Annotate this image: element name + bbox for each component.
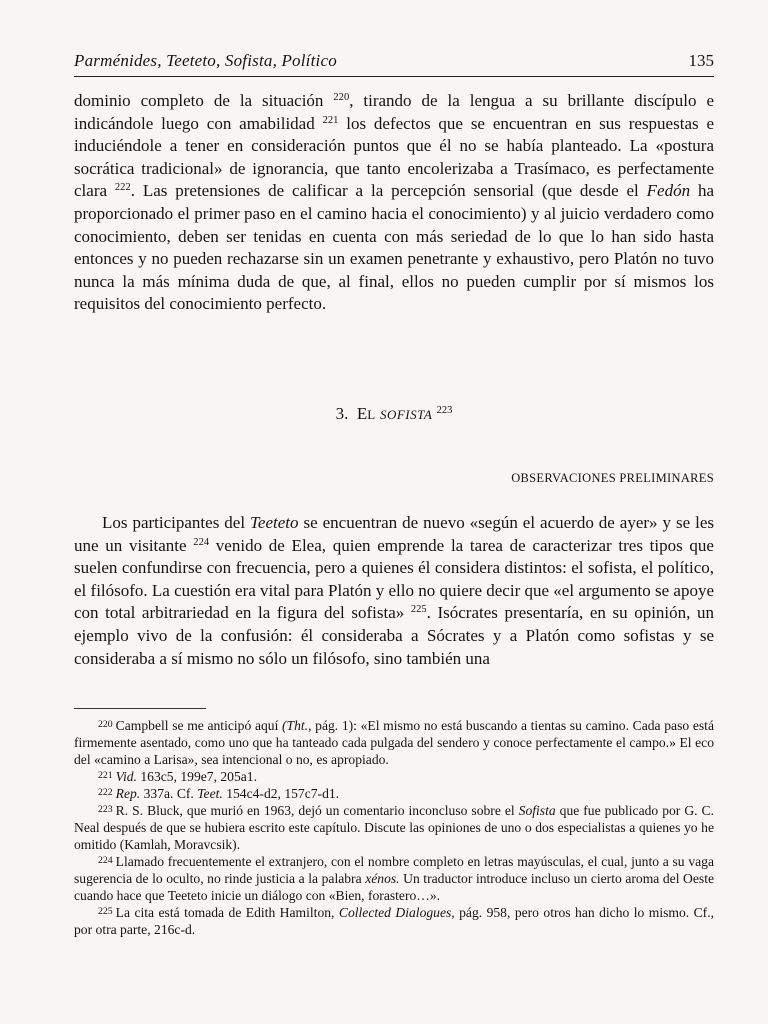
- footnote-number: 221: [98, 769, 113, 781]
- footnote-number: 225: [98, 905, 113, 917]
- footnote-number: 223: [98, 803, 113, 815]
- text-run: . Isócrates presentaría, en su opinión, un ejemplo vivo de la confusión: él consideraba a Sócrates y a Platón como sofistas y se consideraba a sí mismo no sólo un filósofo, sino también una: [74, 603, 714, 668]
- running-title: Parménides, Teeteto, Sofista, Político: [74, 51, 337, 70]
- italic-text: Vid.: [115, 769, 137, 784]
- paragraph-text: [74, 512, 714, 670]
- footnote-rule: [74, 708, 206, 709]
- text-run: 154c4-d2, 157c7-d1.: [222, 786, 340, 801]
- text-run: Los participantes del: [102, 513, 251, 532]
- text-run: , tirando de la lengua a su brillante discípulo e indicándole luego con amabilidad: [74, 91, 715, 133]
- section-heading: [74, 404, 714, 424]
- text-run: ha proporcionado el primer paso en el camino hacia el conocimiento) y al juicio verdadero como conocimiento, deben ser tenidas en cuenta con más seriedad de lo que lo han sido hasta entonces y no pueden rechazarse sin un examen penetrante y exhaustivo, pero Platón no tuvo nunca la más mínima duda de que, al final, ellos no pueden cumplir por sí mismos los requisitos del conocimiento perfecto.: [74, 181, 715, 314]
- footnote-225: [74, 904, 714, 938]
- text-run: pág. 958, pero otros han dicho lo mismo. Cf., por otra parte, 216c-d.: [74, 905, 714, 937]
- footnote-223: [74, 802, 714, 853]
- italic-text: xénos.: [365, 871, 400, 886]
- footnote-220: [74, 717, 714, 768]
- text-run: venido de Elea, quien emprende la tarea de caracterizar tres tipos que suelen confundirse con frecuencia, pero a quienes él considera distintos: el sofista, el político, el filósofo. La cuestión era vital para Platón y ello no quiere decir que «el argumento se apoye con total arbitrariedad en la figura del sofista»: [74, 535, 714, 623]
- section-number: 3.: [335, 404, 349, 423]
- footnote-number: 220: [98, 718, 113, 730]
- text-run: Campbell se me anticipó aquí: [115, 718, 283, 733]
- footnote-221: [74, 768, 714, 785]
- text-run: . Las pretensiones de calificar a la percepción sensorial (que desde el: [130, 181, 647, 201]
- footnote-ref-222: 222: [114, 182, 131, 194]
- footnote-number: 224: [98, 854, 113, 866]
- italic-title: Fedón: [646, 181, 691, 201]
- subsection-heading: OBSERVACIONES PRELIMINARES: [511, 471, 714, 485]
- footnote-ref-220: 220: [333, 92, 350, 104]
- italic-title: Teeteto: [250, 513, 299, 532]
- footnote-number: 222: [98, 786, 113, 798]
- paragraph-continuation: [74, 90, 714, 316]
- paragraph-text: [74, 90, 714, 316]
- text-run: dominio completo de la situación: [74, 91, 334, 110]
- footnote-ref-224: 224: [193, 536, 210, 548]
- footnotes: [74, 717, 714, 938]
- italic-text: Teet.: [197, 786, 223, 801]
- italic-text: Sofista: [518, 803, 556, 818]
- text-run: Llamado frecuentemente el extranjero, con el nombre completo en letras mayúsculas, el cual, junto a su vaga sugerencia de lo oculto, no rinde justicia a la palabra: [74, 854, 714, 886]
- footnote-222: [74, 785, 714, 802]
- footnote-ref-221: 221: [322, 114, 339, 126]
- running-header: [74, 50, 714, 80]
- paragraph: [74, 512, 714, 670]
- text-run: 337a. Cf.: [140, 786, 198, 801]
- section-title: SOFISTA: [379, 407, 433, 422]
- text-run: , pág. 1): «El mismo no está buscando a tientas su camino. Cada paso está firmemente asentado, como uno que ha tanteado cada pulgada del sendero y conoce perfectamente el campo.» El eco del «camino a Larisa», sea intencional o no, es apropiado.: [74, 718, 714, 767]
- text-run: se encuentran de nuevo «según el acuerdo de ayer» y se les une un visitante: [74, 513, 715, 555]
- italic-text: Rep.: [115, 786, 141, 801]
- text-run: 163c5, 199e7, 205a1.: [136, 769, 258, 784]
- italic-text: (Tht.: [282, 718, 309, 733]
- text-run: que fue publicado por G. C. Neal después de que se hubiera escrito este capítulo. Discute las opiniones de uno o dos especialistas a quienes yo he omitido (Kamlah, Moravcsik).: [74, 803, 714, 852]
- footnote-ref-225: 225: [410, 604, 427, 616]
- text-run: los defectos que se encuentran en sus respuestas e induciéndole a tener en consideración puntos que él no se había planteado. La «postura socrática tradicional» de ignorancia, que tanto encolerizaba a Trasímaco, es perfectamente clara: [74, 113, 715, 201]
- section-word-initial: E: [356, 404, 368, 423]
- footnote-224: [74, 853, 714, 904]
- text-run: Un traductor introduce incluso un cierto aroma del Oeste cuando hace que Teeteto inicie un diálogo con «Bien, forastero…».: [74, 871, 715, 903]
- footnote-ref-223: 223: [436, 405, 453, 417]
- header-rule: [74, 76, 714, 77]
- text-run: La cita está tomada de Edith Hamilton,: [115, 905, 339, 920]
- page-number: 135: [688, 51, 714, 70]
- text-run: R. S. Bluck, que murió en 1963, dejó un comentario inconcluso sobre el: [115, 803, 519, 818]
- italic-text: Collected Dialogues,: [338, 905, 455, 920]
- section-word-rest: L: [367, 407, 376, 422]
